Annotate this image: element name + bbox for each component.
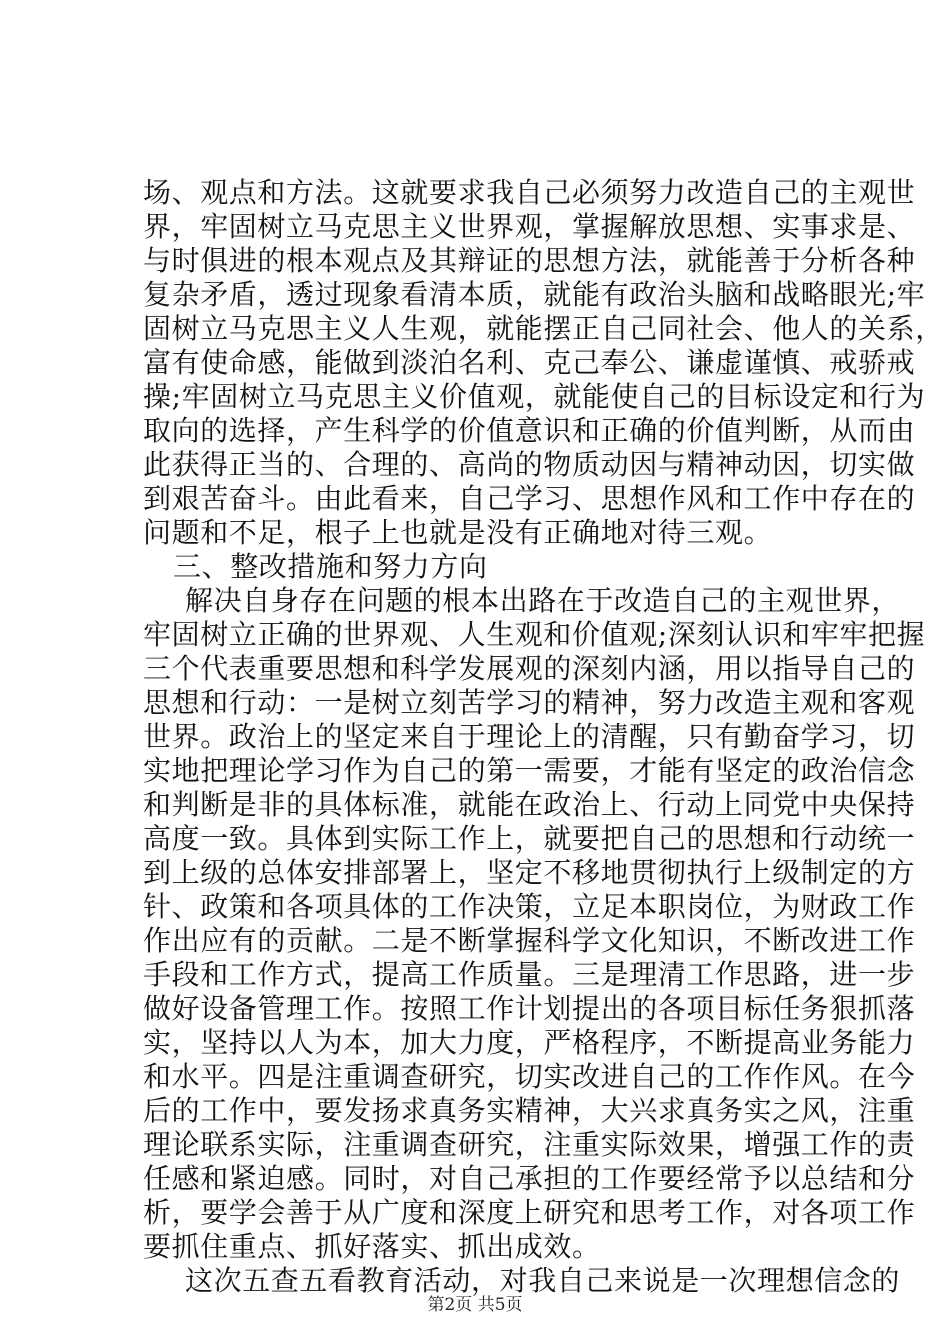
text-line: 实地把理论学习作为自己的第一需要，才能有坚定的政治信念 xyxy=(143,754,916,787)
text-line: 三个代表重要思想和科学发展观的深刻内涵，用以指导自己的 xyxy=(143,652,916,685)
text-line: 固树立马克思主义人生观，就能摆正自己同社会、他人的关系， xyxy=(143,312,944,345)
text-line: 作出应有的贡献。二是不断掌握科学文化知识，不断改进工作 xyxy=(143,924,916,957)
text-line: 世界。政治上的坚定来自于理论上的清醒，只有勤奋学习，切 xyxy=(143,720,916,753)
text-line: 到上级的总体安排部署上，坚定不移地贯彻执行上级制定的方 xyxy=(143,856,916,889)
page-number: 第2页 共5页 xyxy=(427,1295,523,1315)
text-line: 高度一致。具体到实际工作上，就要把自己的思想和行动统一 xyxy=(143,822,916,855)
text-line: 和水平。四是注重调查研究，切实改进自己的工作作风。在今 xyxy=(143,1060,916,1093)
text-line: 要抓住重点、抓好落实、抓出成效。 xyxy=(143,1230,601,1263)
text-line: 后的工作中，要发扬求真务实精神，大兴求真务实之风，注重 xyxy=(143,1094,916,1127)
text-line: 操;牢固树立马克思主义价值观，就能使自己的目标设定和行为 xyxy=(143,380,926,413)
text-line: 到艰苦奋斗。由此看来，自己学习、思想作风和工作中存在的 xyxy=(143,482,916,515)
text-line: 牢固树立正确的世界观、人生观和价值观;深刻认识和牢牢把握 xyxy=(143,618,926,651)
text-line: 场、观点和方法。这就要求我自己必须努力改造自己的主观世 xyxy=(143,176,916,209)
text-line: 界，牢固树立马克思主义世界观，掌握解放思想、实事求是、 xyxy=(143,210,916,243)
text-line: 手段和工作方式，提高工作质量。三是理清工作思路，进一步 xyxy=(143,958,916,991)
text-line: 此获得正当的、合理的、高尚的物质动因与精神动因，切实做 xyxy=(143,448,916,481)
text-line: 思想和行动：一是树立刻苦学习的精神，努力改造主观和客观 xyxy=(143,686,916,719)
text-line: 针、政策和各项具体的工作决策，立足本职岗位，为财政工作 xyxy=(143,890,916,923)
paragraph-first-line: 这次五查五看教育活动，对我自己来说是一次理想信念的 xyxy=(185,1264,901,1297)
text-line: 取向的选择，产生科学的价值意识和正确的价值判断，从而由 xyxy=(143,414,916,447)
text-line: 实，坚持以人为本，加大力度，严格程序，不断提高业务能力 xyxy=(143,1026,916,1059)
text-line: 做好设备管理工作。按照工作计划提出的各项目标任务狠抓落 xyxy=(143,992,916,1025)
text-line: 和判断是非的具体标准，就能在政治上、行动上同党中央保持 xyxy=(143,788,916,821)
paragraph-first-line: 解决自身存在问题的根本出路在于改造自己的主观世界， xyxy=(185,584,901,617)
text-line: 析，要学会善于从广度和深度上研究和思考工作，对各项工作 xyxy=(143,1196,916,1229)
section-heading: 三、整改措施和努力方向 xyxy=(173,550,488,583)
text-line: 任感和紧迫感。同时，对自己承担的工作要经常予以总结和分 xyxy=(143,1162,916,1195)
text-line: 理论联系实际，注重调查研究，注重实际效果，增强工作的责 xyxy=(143,1128,916,1161)
document-body xyxy=(143,176,944,1298)
text-line: 问题和不足，根子上也就是没有正确地对待三观。 xyxy=(143,516,773,549)
text-line: 富有使命感，能做到淡泊名利、克己奉公、谦虚谨慎、戒骄戒 xyxy=(143,346,916,379)
text-line: 与时俱进的根本观点及其辩证的思想方法，就能善于分析各种 xyxy=(143,244,916,277)
text-line: 复杂矛盾，透过现象看清本质，就能有政治头脑和战略眼光;牢 xyxy=(143,278,926,311)
